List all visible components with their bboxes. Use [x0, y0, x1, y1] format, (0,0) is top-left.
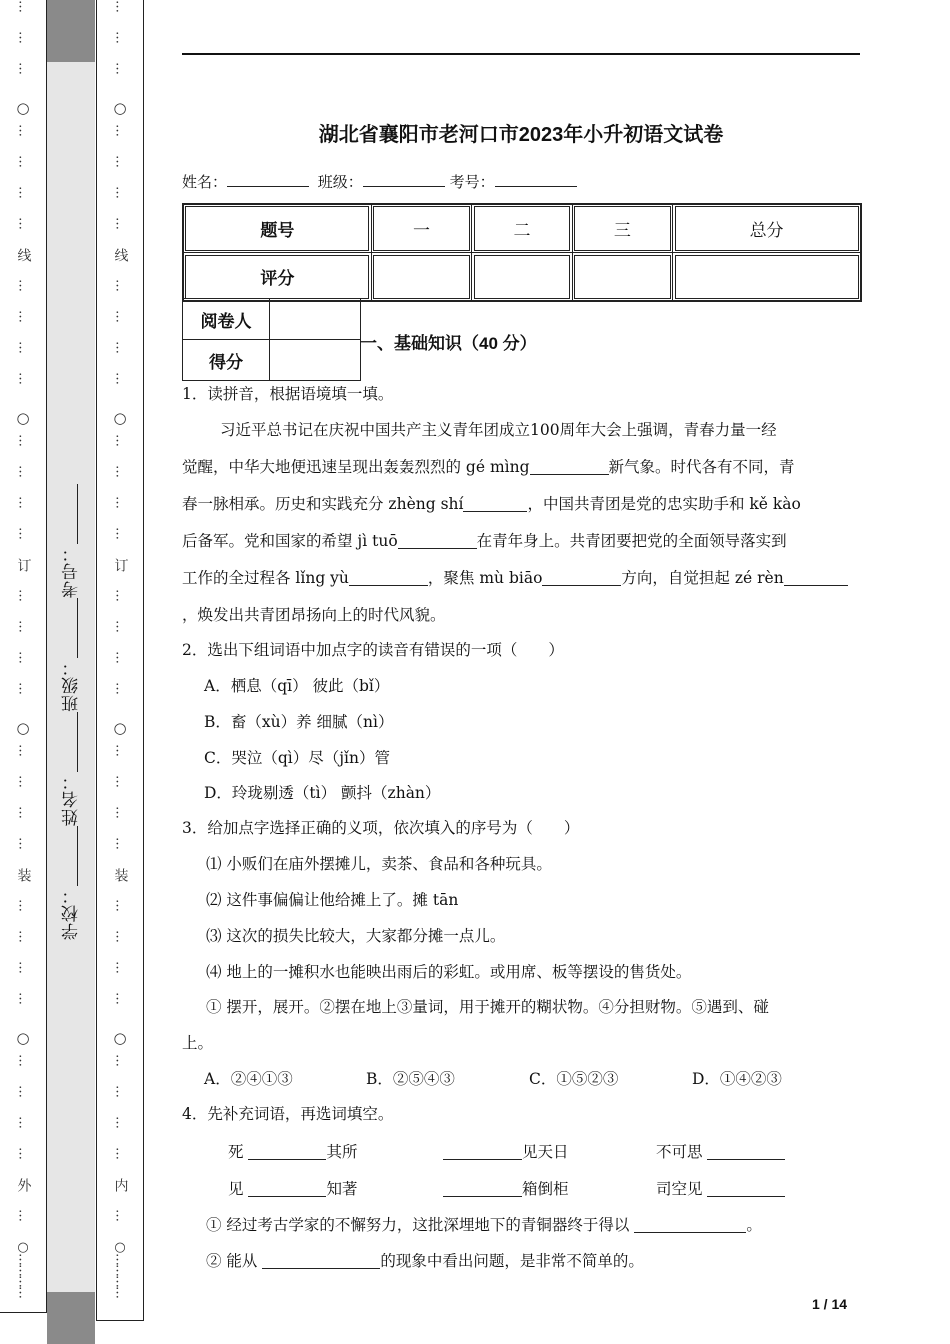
binding-dot-mark: … — [15, 186, 31, 197]
q4-idiom: 见天日 — [443, 1140, 569, 1162]
page-title: 湖北省襄阳市老河口市2023年小升初语文试卷 — [318, 124, 724, 146]
q4-idiom: 死 其所 — [228, 1143, 358, 1161]
binding-circle-mark: ○ — [16, 99, 30, 117]
info-line — [182, 171, 577, 192]
answer-blank[interactable] — [349, 569, 428, 586]
answer-blank[interactable] — [443, 1143, 522, 1160]
binding-dot-mark: … — [15, 341, 31, 352]
binding-dot-mark: … — [112, 1116, 128, 1127]
binding-dot-mark: … — [15, 279, 31, 290]
binding-dot-mark: … — [15, 775, 31, 786]
reviewer-table — [182, 298, 361, 381]
binding-dot-mark: … — [112, 155, 128, 166]
student-class-blank[interactable] — [65, 598, 78, 658]
q4-idiom: 箱倒柜 — [443, 1177, 569, 1199]
binding-dot-mark: … — [112, 341, 128, 352]
binding-dot-mark: … — [112, 1209, 128, 1220]
q3-meanings: ① 摆开，展开。②摆在地上③量词，用于摊开的糊状物。④分担财物。⑤遇到、碰 — [206, 998, 769, 1016]
q4-idiom: 不可思 — [656, 1140, 785, 1162]
binding-dot-mark: … — [112, 527, 128, 538]
binding-dot-mark: … — [15, 744, 31, 755]
q3-sentence: ⑵ 这件事偏偏让他给摊上了。摊 tān — [206, 891, 459, 909]
binding-dot-mark: … — [15, 310, 31, 321]
q1-stem: 1．读拼音，根据语境填一填。 — [182, 385, 394, 403]
binding-word-mark: 订 — [15, 558, 32, 572]
student-number-label: 考号： — [61, 544, 82, 598]
score-cell-label: 题号 — [183, 204, 371, 253]
section-heading: 一、基础知识（40 分） — [360, 334, 537, 353]
binding-dot-mark: … — [15, 124, 31, 135]
score-cell-part2: 二 — [472, 204, 572, 253]
binding-dot-mark: … — [15, 589, 31, 600]
binding-dot-mark: … — [112, 744, 128, 755]
binding-dot-mark: … — [112, 961, 128, 972]
q1-line: 工作的全过程各 lǐng yù ，聚焦 mù biāo 方向，自觉担起 zé rèn — [182, 566, 848, 588]
binding-dot-mark: … — [112, 465, 128, 476]
score-cell-total: 总分 — [673, 204, 861, 253]
reviewer-value[interactable] — [270, 299, 361, 340]
score-cell-part3: 三 — [572, 204, 672, 253]
binding-dot-mark: … — [15, 62, 31, 73]
binding-word-mark: 线 — [112, 248, 129, 262]
q1-line: 觉醒，中华大地便迅速呈现出轰轰烈烈的 gé mìng 新气象。时代各有不同，青 — [182, 458, 795, 476]
q4-idiom: 见 知著 — [228, 1180, 358, 1198]
binding-circle-mark: ○ — [113, 1029, 127, 1047]
answer-blank[interactable] — [248, 1143, 326, 1160]
binding-dot-mark: … — [15, 1085, 31, 1096]
binding-word-mark: 装 — [112, 868, 129, 882]
binding-dot-mark: … — [112, 651, 128, 662]
q3-sentence: ⑴ 小贩们在庙外摆摊儿，卖茶、食品和各种玩具。 — [206, 855, 552, 873]
grade-cell-label: 评分 — [183, 253, 371, 302]
q3-sentence: ⑷ 地上的一摊积水也能映出雨后的彩虹。或用席、板等摆设的售货处。 — [206, 963, 692, 981]
binding-dot-mark: … — [112, 31, 128, 42]
score-cell-part1: 一 — [371, 204, 471, 253]
binding-word-mark: 线 — [15, 248, 32, 262]
q4-stem: 4．先补充词语，再选词填空。 — [182, 1105, 394, 1123]
binding-word-mark: ○………… — [112, 1240, 128, 1297]
binding-dot-mark: … — [15, 1054, 31, 1065]
binding-dot-mark: … — [15, 992, 31, 1003]
q1-line: 习近平总书记在庆祝中国共产主义青年团成立100周年大会上强调，青春力量一经 — [220, 421, 777, 439]
binding-dot-mark: … — [112, 992, 128, 1003]
binding-dot-mark: … — [112, 589, 128, 600]
class-label: 班级： — [317, 173, 363, 191]
binding-word-mark: ○………… — [15, 1240, 31, 1297]
name-label: 姓名： — [182, 173, 228, 191]
school-blank[interactable] — [65, 826, 78, 886]
binding-dot-mark: … — [112, 372, 128, 383]
reviewer-label: 阅卷人 — [183, 299, 270, 340]
binding-gray-block-top — [47, 0, 95, 62]
binding-dot-mark: … — [15, 620, 31, 631]
q4-fill-sentence: ② 能从 的现象中看出问题，是非常不简单的。 — [206, 1252, 644, 1270]
q1-line: ，焕发出共青团昂扬向上的时代风貌。 — [182, 606, 446, 624]
answer-blank[interactable] — [463, 495, 527, 512]
binding-dot-mark: … — [15, 682, 31, 693]
q2-stem: 2．选出下组词语中加点字的读音有错误的一项（ ） — [182, 641, 564, 659]
score-table-grade-row — [183, 253, 861, 302]
binding-dot-mark: … — [112, 310, 128, 321]
score-table-header-row — [183, 204, 861, 253]
number-label: 考号： — [449, 173, 495, 191]
student-name-label: 姓名： — [61, 772, 82, 826]
q1-line: 春一脉相承。历史和实践充分 zhèng shí ，中国共青团是党的忠实助手和 kě kào — [182, 495, 801, 513]
binding-dot-mark: … — [112, 124, 128, 135]
class-blank[interactable] — [363, 172, 445, 187]
grade-cell-part3[interactable] — [572, 253, 672, 302]
answer-blank[interactable] — [707, 1180, 785, 1197]
grade-cell-part2[interactable] — [472, 253, 572, 302]
section-score-label: 得分 — [183, 340, 270, 381]
student-number-blank[interactable] — [65, 484, 78, 544]
binding-dot-mark: … — [112, 496, 128, 507]
binding-circle-mark: ○ — [113, 409, 127, 427]
binding-inner-markers — [97, 0, 143, 1310]
binding-circle-mark: ○ — [113, 99, 127, 117]
binding-dot-mark: … — [15, 899, 31, 910]
binding-dot-mark: … — [112, 62, 128, 73]
binding-outer-markers — [0, 0, 46, 1310]
binding-dot-mark: … — [15, 1209, 31, 1220]
q3-option-b[interactable]: B．②⑤④③ — [366, 1070, 455, 1088]
binding-dot-mark: … — [15, 0, 31, 11]
school-label: 学校： — [61, 886, 82, 940]
binding-dot-mark: … — [112, 1085, 128, 1096]
binding-dot-mark: … — [15, 372, 31, 383]
binding-dot-mark: … — [112, 1054, 128, 1065]
q1-line: 后备军。党和国家的希望 jì tuō 在青年身上。共青团要把党的全面领导落实到 — [182, 532, 787, 550]
binding-word-mark: 内 — [112, 1178, 129, 1192]
q3-option-a[interactable]: A．②④①③ — [204, 1070, 293, 1088]
binding-word-mark: 装 — [15, 868, 32, 882]
student-class-label: 班级： — [61, 658, 82, 712]
binding-dot-mark: … — [112, 806, 128, 817]
binding-dot-mark: … — [15, 434, 31, 445]
section-score-value[interactable] — [270, 340, 361, 381]
q4-idiom: 司空见 — [656, 1177, 785, 1199]
grade-cell-total[interactable] — [673, 253, 861, 302]
answer-blank[interactable] — [398, 532, 477, 549]
binding-dot-mark: … — [15, 961, 31, 972]
binding-circle-mark: ○ — [16, 1029, 30, 1047]
binding-dot-mark: … — [15, 930, 31, 941]
binding-dot-mark: … — [112, 1147, 128, 1158]
binding-dot-mark: … — [112, 682, 128, 693]
binding-dot-mark: … — [15, 806, 31, 817]
binding-dot-mark: … — [15, 651, 31, 662]
binding-dot-mark: … — [112, 279, 128, 290]
answer-blank[interactable] — [634, 1216, 746, 1233]
binding-dot-mark: … — [112, 775, 128, 786]
answer-blank[interactable] — [784, 569, 848, 586]
binding-dot-mark: … — [15, 1147, 31, 1158]
binding-dot-mark: … — [15, 217, 31, 228]
answer-blank[interactable] — [707, 1143, 785, 1160]
header-rule — [182, 53, 860, 55]
grade-cell-part1[interactable] — [371, 253, 471, 302]
binding-dot-mark: … — [15, 1116, 31, 1127]
binding-dot-mark: … — [112, 837, 128, 848]
q3-option-c[interactable]: C．①⑤②③ — [529, 1070, 619, 1088]
binding-dot-mark: … — [112, 0, 128, 11]
binding-dot-mark: … — [112, 899, 128, 910]
binding-dot-mark: … — [112, 186, 128, 197]
binding-dot-mark: … — [15, 837, 31, 848]
binding-circle-mark: ○ — [113, 719, 127, 737]
answer-blank[interactable] — [262, 1252, 380, 1269]
binding-dot-mark: … — [112, 434, 128, 445]
binding-circle-mark: ○ — [16, 409, 30, 427]
q4-fill-sentence: ① 经过考古学家的不懈努力，这批深埋地下的青铜器终于得以 。 — [206, 1216, 762, 1234]
answer-blank[interactable] — [542, 569, 621, 586]
student-name-blank[interactable] — [65, 712, 78, 772]
binding-circle-mark: ○ — [16, 719, 30, 737]
binding-dot-mark: … — [112, 930, 128, 941]
q3-stem: 3．给加点字选择正确的义项，依次填入的序号为（ ） — [182, 819, 580, 837]
binding-dot-mark: … — [15, 155, 31, 166]
q2-option-d[interactable]: D．玲珑剔透（tì） 颤抖（zhàn） — [204, 784, 441, 802]
q2-option-b[interactable]: B．畜（xù）养 细腻（nì） — [204, 713, 394, 731]
binding-word-mark: 订 — [112, 558, 129, 572]
binding-inner-column — [96, 0, 144, 1321]
binding-outer-column — [0, 0, 47, 1313]
page-number: 1 / 14 — [812, 1296, 848, 1312]
score-table — [182, 203, 862, 302]
q3-meanings-cont: 上。 — [182, 1034, 214, 1052]
number-blank[interactable] — [495, 172, 577, 187]
binding-dot-mark: … — [15, 496, 31, 507]
binding-gray-block-bottom — [47, 1292, 95, 1344]
student-info-vertical — [47, 330, 95, 940]
binding-dot-mark: … — [15, 527, 31, 538]
q3-sentence: ⑶ 这次的损失比较大，大家都分摊一点儿。 — [206, 927, 506, 945]
q2-option-a[interactable]: A．栖息（qī） 彼此（bǐ） — [204, 677, 390, 695]
answer-blank[interactable] — [443, 1180, 522, 1197]
answer-blank[interactable] — [530, 458, 609, 475]
binding-dot-mark: … — [15, 465, 31, 476]
binding-dot-mark: … — [15, 31, 31, 42]
name-blank[interactable] — [227, 172, 309, 187]
answer-blank[interactable] — [248, 1180, 326, 1197]
q2-option-c[interactable]: C．哭泣（qì）尽（jǐn）管 — [204, 749, 390, 767]
binding-dot-mark: … — [112, 217, 128, 228]
binding-dot-mark: … — [112, 620, 128, 631]
binding-word-mark: 外 — [15, 1178, 32, 1192]
q3-option-d[interactable]: D．①④②③ — [692, 1070, 782, 1088]
